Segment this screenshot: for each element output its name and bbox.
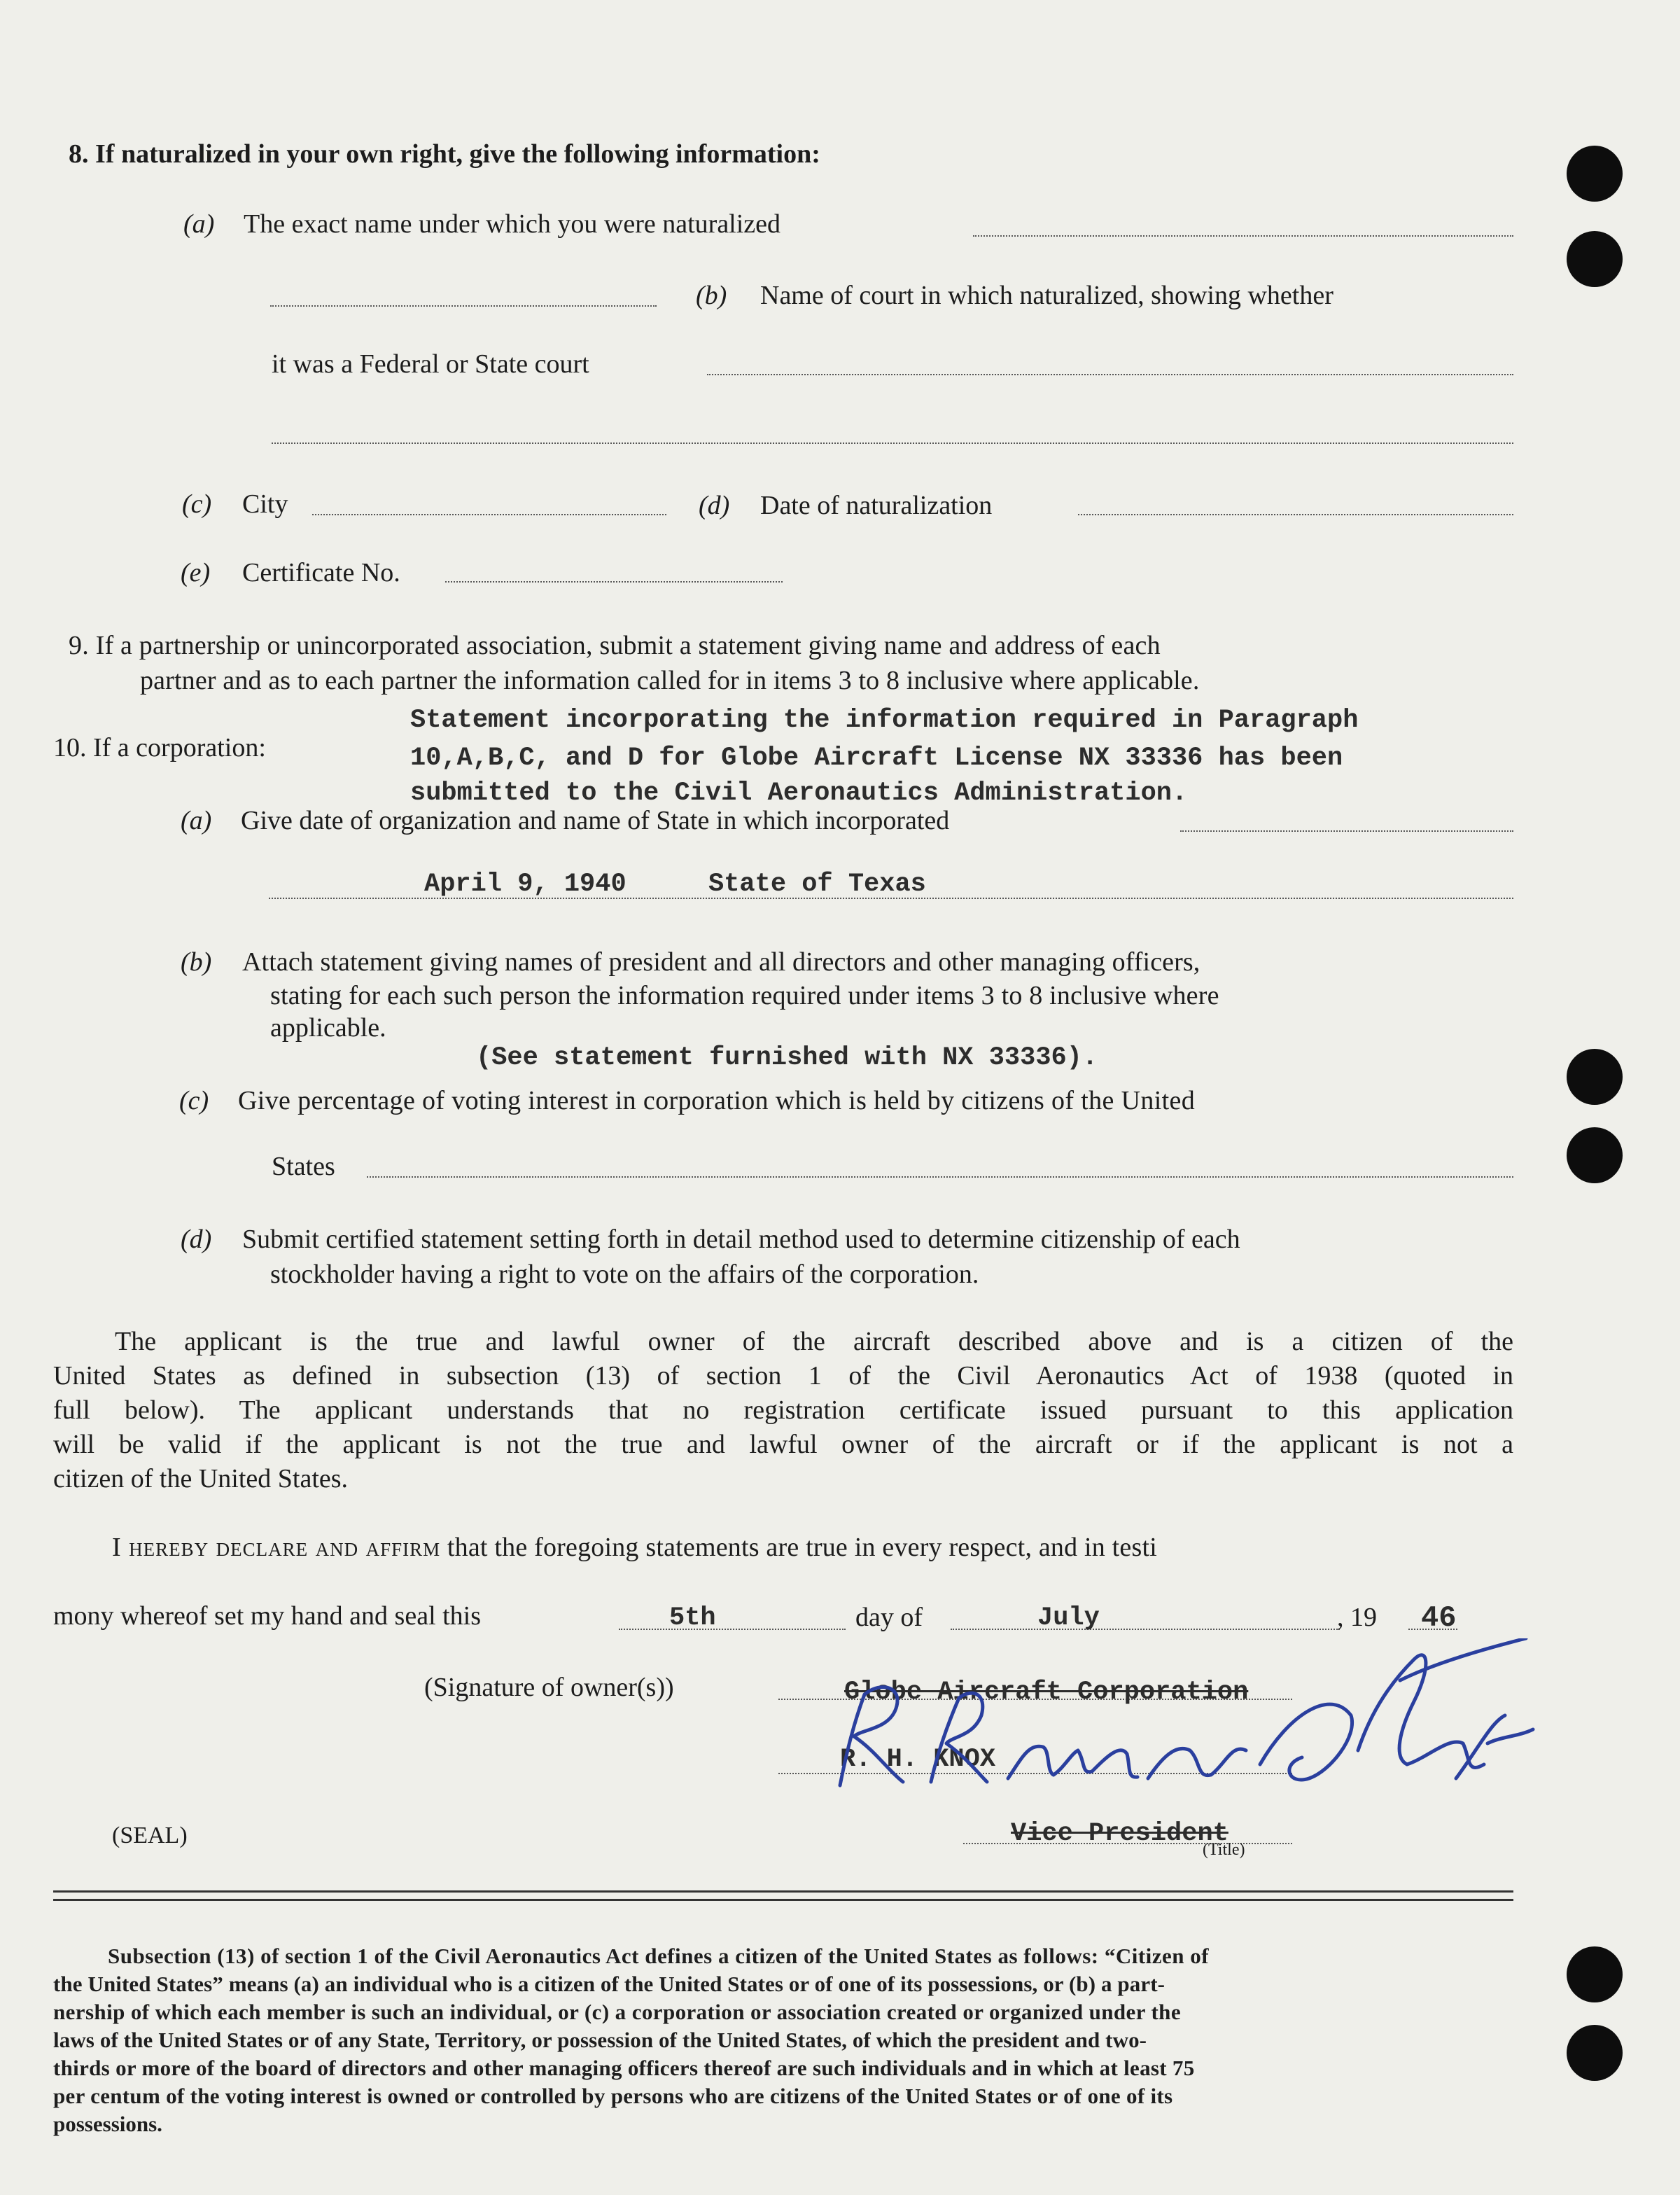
item10-c-label: (c) xyxy=(179,1086,209,1115)
punch-hole xyxy=(1567,2025,1623,2081)
item8-a-text: The exact name under which you were naturalized xyxy=(244,209,781,239)
voting-percentage-field[interactable] xyxy=(367,1176,1513,1178)
declaration-line1 xyxy=(112,1531,1157,1564)
item10-d-line: Submit certified statement setting forth in detail method used to determine citizenship of each xyxy=(242,1225,1240,1254)
title-caption: (Title) xyxy=(1203,1841,1245,1859)
footnote-line: possessions. xyxy=(53,2112,162,2136)
month-value: July xyxy=(1037,1603,1100,1633)
month-field[interactable] xyxy=(951,1629,1340,1630)
affirmation-line: will be valid if the applicant is not the true and lawful owner of the aircraft or if the applicant is not a xyxy=(53,1430,1513,1459)
item10-heading: 10. If a corporation: xyxy=(53,733,266,762)
declaration-line2: mony whereof set my hand and seal this xyxy=(53,1601,482,1631)
item10-a-text: Give date of organization and name of State in which incorporated xyxy=(241,806,950,835)
company-name-typed: Globe Aircraft Corporation xyxy=(844,1678,1249,1707)
naturalization-date-field[interactable] xyxy=(1078,514,1513,515)
footnote-line: thirds or more of the board of directors and other managing officers thereof are such individuals and in which at least 75 xyxy=(53,2056,1195,2080)
seal-label: (SEAL) xyxy=(112,1823,188,1848)
incorporation-field[interactable] xyxy=(1180,830,1513,832)
affirmation-line: The applicant is the true and lawful owner of the aircraft described above and is a citizen of the xyxy=(115,1327,1513,1356)
declaration-lead: I hereby declare and affirm xyxy=(112,1533,441,1562)
footnote-line: nership of which each member is such an individual, or (c) a corporation or association created or organized under the xyxy=(53,2000,1181,2024)
naturalized-name-field-cont[interactable] xyxy=(270,305,657,307)
item8-d-label: (d) xyxy=(699,491,730,520)
punch-hole xyxy=(1567,231,1623,287)
item9-line2: partner and as to each partner the information called for in items 3 to 8 inclusive where applicable. xyxy=(140,666,1200,695)
certificate-no-field[interactable] xyxy=(445,581,783,583)
typed-statement-line: submitted to the Civil Aeronautics Administration. xyxy=(410,779,1188,808)
item10-d-label: (d) xyxy=(181,1225,212,1254)
handwritten-signature xyxy=(798,1638,1540,1806)
typed-statement-line: Statement incorporating the information required in Paragraph xyxy=(410,706,1359,735)
footnote-line: Subsection (13) of section 1 of the Civil Aeronautics Act defines a citizen of the United States as follows: “Citizen of xyxy=(108,1944,1210,1968)
naturalized-name-field[interactable] xyxy=(973,235,1513,237)
item8-e-text: Certificate No. xyxy=(242,558,400,587)
item8-c-label: (c) xyxy=(182,489,212,519)
incorporation-field-cont[interactable] xyxy=(269,898,1513,899)
punch-hole xyxy=(1567,1049,1623,1105)
city-field[interactable] xyxy=(312,514,666,515)
footnote-line: the United States” means (a) an individual who is a citizen of the United States or of one of its possessions, or (b) a part- xyxy=(53,1972,1166,1996)
affirmation-line: citizen of the United States. xyxy=(53,1464,349,1493)
signer-name-typed: R. H. KNOX xyxy=(840,1745,996,1774)
footnote-line: laws of the United States or of any State, Territory, or possession of the United States, of which the president and two- xyxy=(53,2028,1147,2052)
incorporation-date-typed: April 9, 1940 xyxy=(424,870,626,899)
item8-a-label: (a) xyxy=(183,209,215,239)
year-value: 46 xyxy=(1421,1601,1457,1635)
item8-b-label: (b) xyxy=(696,281,727,310)
item10-b-label: (b) xyxy=(181,947,212,977)
item10-d-line: stockholder having a right to vote on the affairs of the corporation. xyxy=(270,1260,979,1289)
item10-c-cont: States xyxy=(272,1152,335,1181)
item8-e-label: (e) xyxy=(181,558,211,587)
item8-b-cont: it was a Federal or State court xyxy=(272,349,589,379)
item10-b-typed: (See statement furnished with NX 33336). xyxy=(476,1043,1098,1073)
item9-line1: 9. If a partnership or unincorporated association, submit a statement giving name and address of each xyxy=(69,631,1161,660)
affirmation-line: full below). The applicant understands that no registration certificate issued pursuant to this application xyxy=(53,1395,1513,1425)
title-value-typed: Vice President xyxy=(1011,1819,1228,1848)
divider-rule xyxy=(53,1899,1513,1901)
item10-c-text: Give percentage of voting interest in corporation which is held by citizens of the United xyxy=(238,1086,1196,1115)
affirmation-paragraph xyxy=(53,1325,1513,1496)
punch-hole xyxy=(1567,1946,1623,2002)
item8-d-text: Date of naturalization xyxy=(760,491,993,520)
item10-b-line: Attach statement giving names of president and all directors and other managing officers, xyxy=(242,947,1200,977)
item8-b-text: Name of court in which naturalized, showing whether xyxy=(760,281,1334,310)
court-field-cont[interactable] xyxy=(272,443,1513,444)
item10-a-label: (a) xyxy=(181,806,212,835)
item8-heading: 8. If naturalized in your own right, give the following information: xyxy=(69,139,820,169)
typed-statement-line: 10,A,B,C, and D for Globe Aircraft License NX 33336 has been xyxy=(410,744,1343,773)
day-field[interactable] xyxy=(619,1629,846,1630)
item10-b-line: stating for each such person the information required under items 3 to 8 inclusive where xyxy=(270,981,1219,1010)
punch-hole xyxy=(1567,1127,1623,1183)
declaration-rest: that the foregoing statements are true in every respect, and in testi xyxy=(447,1533,1157,1562)
incorporation-state-typed: State of Texas xyxy=(708,870,926,899)
affirmation-line: United States as defined in subsection (13) of section 1 of the Civil Aeronautics Act of 1938 (quoted in xyxy=(53,1361,1513,1391)
day-of-label: day of xyxy=(855,1603,923,1632)
day-value: 5th xyxy=(669,1603,716,1633)
item10-b-line: applicable. xyxy=(270,1013,386,1043)
punch-hole xyxy=(1567,146,1623,202)
year-prefix: , 19 xyxy=(1337,1603,1377,1632)
divider-rule xyxy=(53,1890,1513,1893)
item8-c-text: City xyxy=(242,489,288,519)
court-field[interactable] xyxy=(707,374,1513,375)
footnote-line: per centum of the voting interest is owned or controlled by persons who are citizens of the United States or of one of its xyxy=(53,2084,1173,2108)
signature-label: (Signature of owner(s)) xyxy=(424,1673,674,1702)
